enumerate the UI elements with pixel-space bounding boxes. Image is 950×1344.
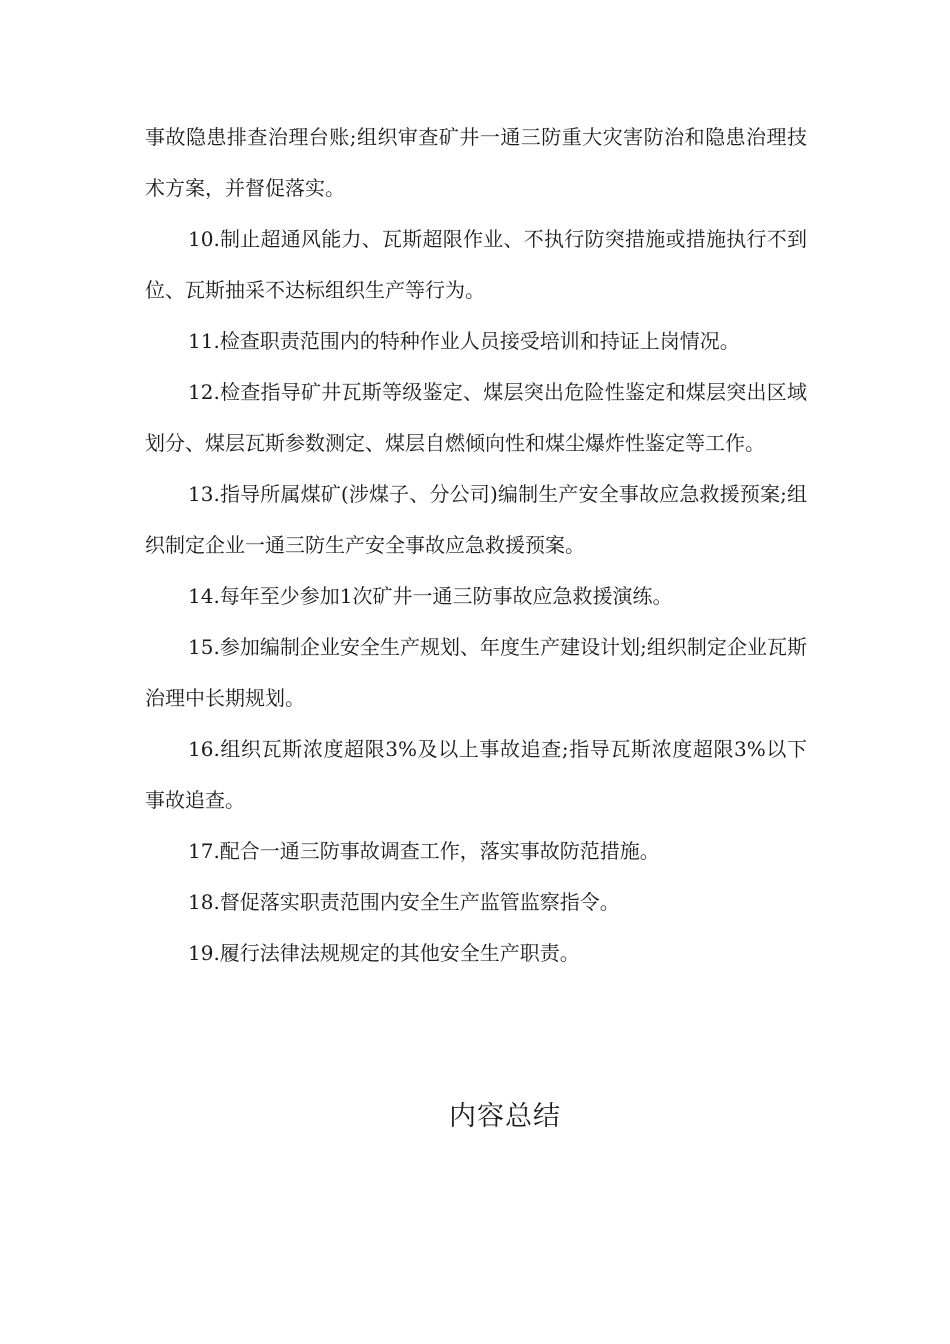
list-item-19: 19.履行法律法规规定的其他安全生产职责。 xyxy=(188,941,580,965)
list-item-11: 11.检查职责范围内的特种作业人员接受培训和持证上岗情况。 xyxy=(188,329,740,353)
list-item-17: 17.配合一通三防事故调查工作，落实事故防范措施。 xyxy=(188,839,660,863)
paragraph-continuation: 事故隐患排查治理台账;组织审查矿井一通三防重大灾害防治和隐患治理技术方案，并督促落实。 xyxy=(145,125,807,200)
list-item-14: 14.每年至少参加1次矿井一通三防事故应急救援演练。 xyxy=(188,584,673,608)
summary-heading-text: 内容总结 xyxy=(449,1101,561,1132)
list-item-15: 15.参加编制企业安全生产规划、年度生产建设计划;组织制定企业瓦斯治理中长期规划。 xyxy=(145,635,807,710)
list-item-12: 12.检查指导矿井瓦斯等级鉴定、煤层突出危险性鉴定和煤层突出区域划分、煤层瓦斯参数测定、煤层自燃倾向性和煤尘爆炸性鉴定等工作。 xyxy=(145,380,807,455)
list-item-16: 16.组织瓦斯浓度超限3%及以上事故追查;指导瓦斯浓度超限3%以下事故追查。 xyxy=(145,737,807,812)
summary-heading xyxy=(0,1092,950,1142)
list-item-18: 18.督促落实职责范围内安全生产监管监察指令。 xyxy=(188,890,620,914)
document-body xyxy=(145,112,807,979)
list-item-13: 13.指导所属煤矿(涉煤子、分公司)编制生产安全事故应急救援预案;组织制定企业一通三防生产安全事故应急救援预案。 xyxy=(145,482,807,557)
list-item-10: 10.制止超通风能力、瓦斯超限作业、不执行防突措施或措施执行不到位、瓦斯抽采不达标组织生产等行为。 xyxy=(145,227,807,302)
